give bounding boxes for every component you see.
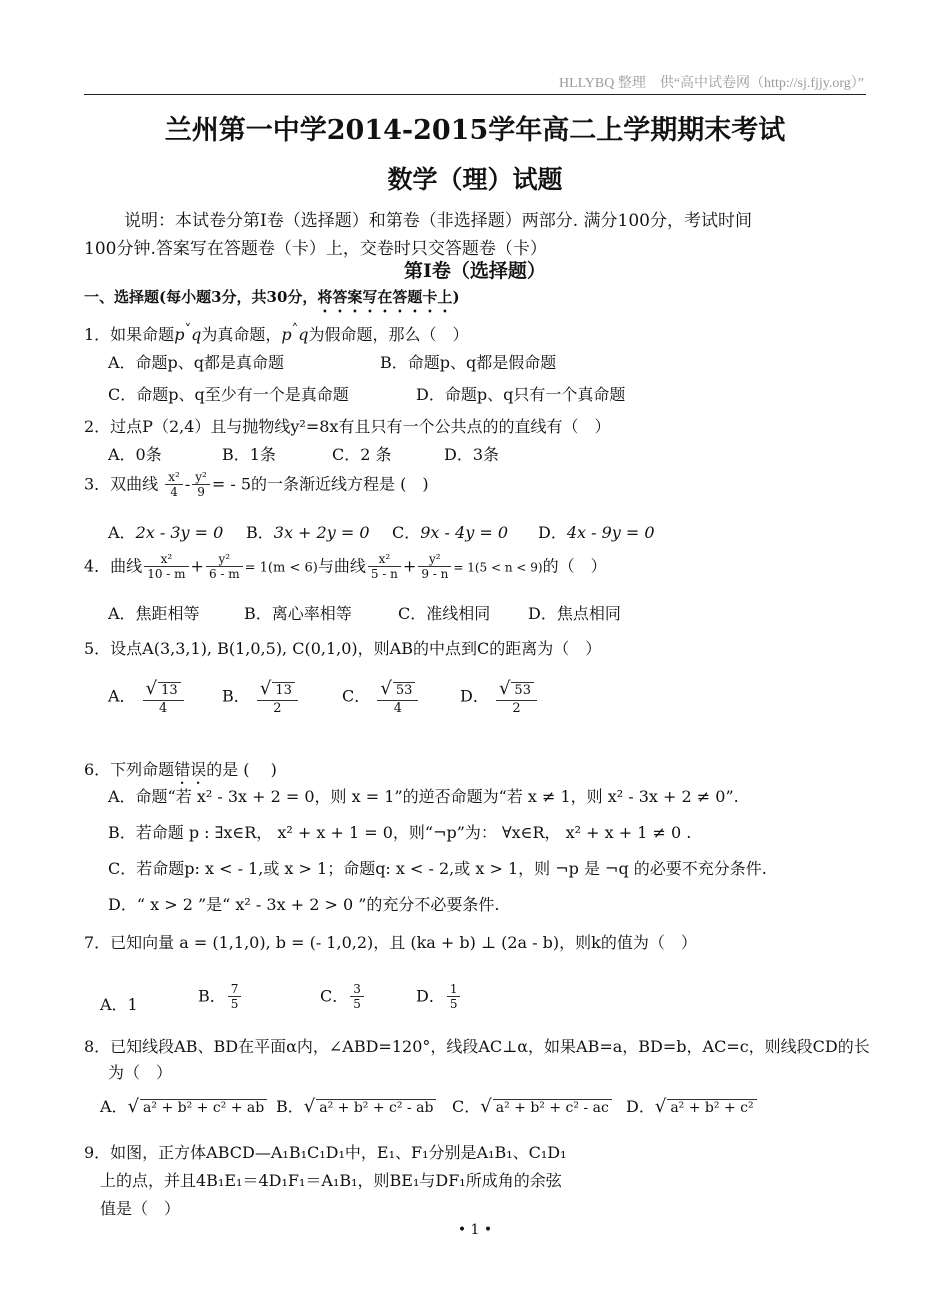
- q8-option-d: D．√ a² + b² + c²: [626, 1094, 757, 1117]
- q6-emphasis: 错误: [174, 760, 207, 779]
- page-number: • 1 •: [457, 1222, 493, 1238]
- q1-stem-a: 1．如果命题: [84, 325, 175, 344]
- sqrt-icon: √: [380, 678, 392, 699]
- header-divider: [84, 94, 866, 95]
- question-8-stem-line-2: 为（ ）: [108, 1063, 173, 1082]
- sqrt-icon: √: [654, 1096, 667, 1117]
- q4-stem-b: 的（ ）: [542, 556, 607, 576]
- q6-option-c: C．若命题p: x < - 1,或 x > 1；命题q: x < - 2,或 x > 1，则 ¬p 是 ¬q 的必要不充分条件.: [108, 859, 767, 878]
- q7-option-a: A．1: [100, 995, 138, 1014]
- question-6-stem: 6．下列命题错误的是 ( ): [84, 760, 277, 779]
- q1-var-q: q: [191, 325, 202, 344]
- question-4-stem: 4．曲线 $\frac{\text{x²}}{10 - m}$ + $\frac{\text{y²}}{6 - m}$ = 1(m < 6)与曲线 $\frac{\text{x²}}{5 - n}$ + $\frac{\text{y²}}{9 - n}$ = 1(5 < n < 9)的（ ）: [84, 552, 607, 582]
- question-9-line-1: 9．如图，正方体ABCD—A₁B₁C₁D₁中，E₁、F₁分别是A₁B₁、C₁D₁: [84, 1143, 567, 1162]
- q5-option-c: C． $\frac{√ 53}{4}$: [342, 678, 420, 716]
- q7-option-d: D． $\frac{1}{5}$: [416, 982, 462, 1012]
- q3-stem-b: 的一条渐近线方程是 ( ): [251, 474, 429, 494]
- q3-option-c: C．9x - 4y = 0: [392, 523, 509, 542]
- q2-option-b: B．1条: [222, 445, 276, 464]
- q5-option-d: D． $\frac{√ 53}{2}$: [460, 678, 539, 716]
- q8-option-c: C．√ a² + b² + c² - ac: [452, 1094, 612, 1117]
- sqrt-icon: √: [303, 1096, 316, 1117]
- q1-or-symbol: ˅: [184, 322, 192, 338]
- q1-option-b: B．命题p、q都是假命题: [380, 353, 557, 372]
- q4-fraction-4: $\frac{\text{y²}}{9 - n}$: [418, 552, 451, 582]
- sqrt-icon: √: [259, 678, 272, 699]
- volume-title: 第I卷（选择题）: [404, 260, 546, 282]
- q8-option-a: A．√ a² + b² + c² + ab: [100, 1094, 267, 1117]
- q4-stem-mid: 与曲线: [317, 556, 366, 576]
- sqrt-icon: √: [127, 1096, 140, 1117]
- q3-fraction-2: $\frac{\text{y²}}{9}$: [192, 470, 210, 500]
- q7-option-c: C． $\frac{3}{5}$: [320, 982, 366, 1012]
- section-heading: [84, 286, 460, 316]
- q4-condition-2: = 1(5 < n < 9): [453, 560, 543, 575]
- q2-option-a: A．0条: [108, 445, 162, 464]
- q1-stem-b: 为真命题，: [201, 325, 282, 344]
- q1-and-symbol: ˄: [291, 322, 299, 338]
- q3-stem-a: 3．双曲线: [84, 474, 159, 494]
- q1-var-p: p: [174, 325, 185, 344]
- header-source-note: HLLYBQ 整理 供“高中试卷网（http://sj.fjjy.org）”: [558, 76, 864, 91]
- exam-title: 兰州第一中学2014-2015学年高二上学期期末考试: [164, 115, 786, 146]
- q1-option-d: D．命题p、q只有一个真命题: [416, 385, 626, 404]
- q5-option-b: B． $\frac{√ 13}{2}$: [222, 678, 300, 716]
- q1-option-a: A．命题p、q都是真命题: [108, 353, 285, 372]
- q3-option-d: D．4x - 9y = 0: [538, 523, 655, 542]
- question-9-line-2: 上的点，并且4B₁E₁＝4D₁F₁＝A₁B₁，则BE₁与DF₁所成角的余弦: [100, 1171, 562, 1190]
- q3-minus: -: [184, 474, 191, 494]
- q6-option-a: A．命题“若 x² - 3x + 2 = 0，则 x = 1”的逆否命题为“若 x ≠ 1，则 x² - 3x + 2 ≠ 0”.: [108, 787, 739, 806]
- q4-option-a: A．焦距相等: [108, 604, 200, 623]
- q1-var-q2: q: [298, 325, 309, 344]
- q1-option-c: C．命题p、q至少有一个是真命题: [108, 385, 349, 404]
- question-5-stem: 5．设点A(3,3,1), B(1,0,5), C(0,1,0)，则AB的中点到C的距离为（ ）: [84, 639, 602, 658]
- q4-stem-a: 4．曲线: [84, 556, 143, 576]
- q2-option-d: D．3条: [444, 445, 500, 464]
- sqrt-icon: √: [498, 678, 511, 699]
- q7-option-b: B． $\frac{7}{5}$: [198, 982, 243, 1012]
- q2-option-c: C．2 条: [332, 445, 392, 464]
- q4-condition-1: = 1(m < 6): [244, 560, 318, 576]
- question-1-stem: [84, 322, 469, 345]
- q6-option-d: D．“ x > 2 ”是“ x² - 3x + 2 > 0 ”的充分不必要条件.: [108, 895, 500, 914]
- sqrt-icon: √: [145, 678, 158, 699]
- question-8-stem-line-1: 8．已知线段AB、BD在平面α内，∠ABD=120°，线段AC⊥α，如果AB=a，BD=b，AC=c，则线段CD的长: [84, 1037, 870, 1056]
- instructions-line-1: 说明：本试卷分第I卷（选择题）和第卷（非选择题）两部分. 满分100分，考试时间: [124, 211, 752, 231]
- section-heading-emphasis: 将答案写在答题卡上: [317, 288, 453, 306]
- question-2-stem: 2．过点P（2,4）且与抛物线y²=8x有且只有一个公共点的的直线有（ ）: [84, 417, 611, 436]
- exam-subtitle: 数学（理）试题: [387, 165, 563, 194]
- question-9-line-3: 值是（ ）: [100, 1199, 181, 1218]
- q3-rhs: = - 5: [211, 474, 252, 494]
- q4-fraction-1: $\frac{\text{x²}}{10 - m}$: [144, 552, 188, 582]
- q5-option-a: A． $\frac{√ 13}{4}$: [108, 678, 186, 716]
- sqrt-icon: √: [480, 1096, 492, 1117]
- q4-option-d: D．焦点相同: [528, 604, 621, 623]
- q4-fraction-2: $\frac{\text{y²}}{6 - m}$: [206, 552, 243, 582]
- section-heading-start: 一、选择题(每小题3分，共30分，: [84, 288, 318, 306]
- q3-fraction-1: $\frac{\text{x²}}{4}$: [165, 470, 183, 500]
- question-3-stem: [84, 470, 429, 500]
- q8-option-b: B．√ a² + b² + c² - ab: [276, 1094, 436, 1117]
- instructions-line-2: 100分钟.答案写在答题卷（卡）上，交卷时只交答题卷（卡）: [84, 239, 547, 259]
- q3-option-a: A．2x - 3y = 0: [108, 523, 224, 542]
- question-7-stem: 7．已知向量 a = (1,1,0), b = (- 1,0,2)，且 (ka + b) ⊥ (2a - b)，则k的值为（ ）: [84, 933, 697, 952]
- q4-option-b: B．离心率相等: [244, 604, 352, 623]
- section-heading-end: ): [452, 288, 460, 306]
- q4-fraction-3: $\frac{\text{x²}}{5 - n}$: [368, 552, 401, 582]
- q4-option-c: C．准线相同: [398, 604, 491, 623]
- q3-option-b: B．3x + 2y = 0: [246, 523, 370, 542]
- q1-stem-c: 为假命题，那么（ ）: [308, 325, 469, 344]
- q1-var-p2: p: [281, 325, 292, 344]
- q6-option-b: B．若命题 p : ∃x∈R， x² + x + 1 = 0，则“¬p”为： ∀x∈R， x² + x + 1 ≠ 0 .: [108, 823, 692, 842]
